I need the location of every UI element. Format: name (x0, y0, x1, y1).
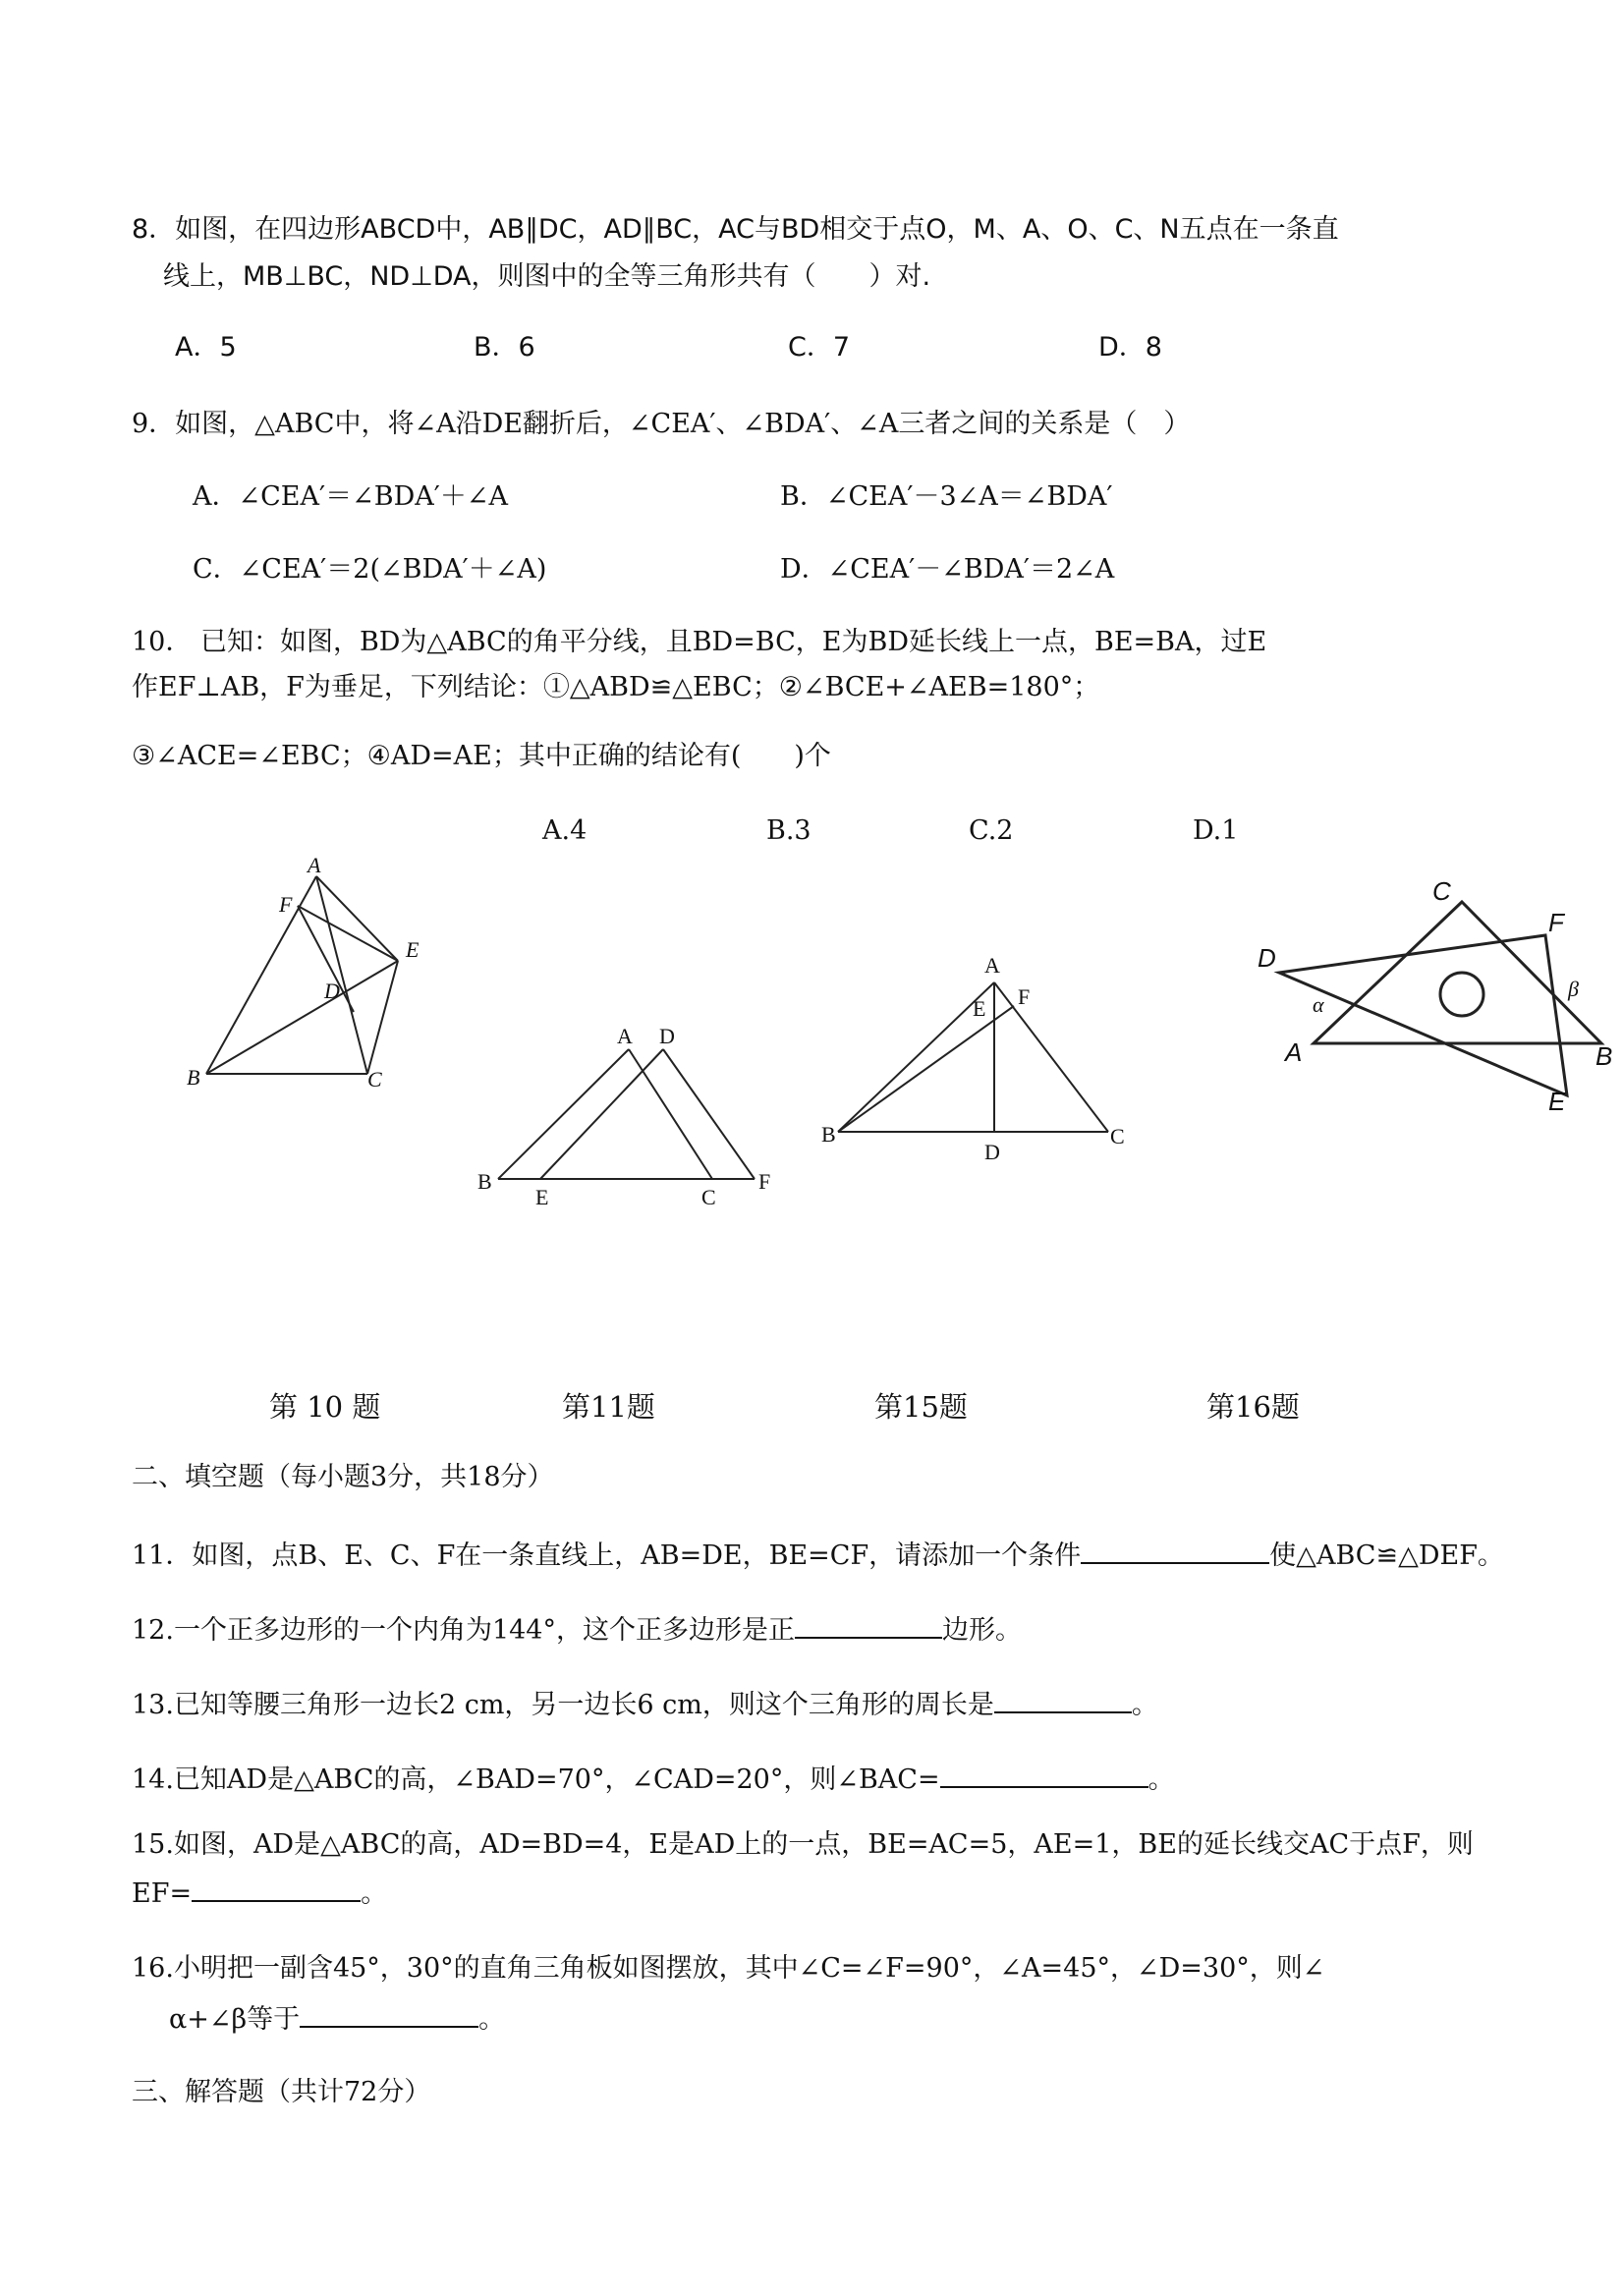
q16-line2 (169, 2000, 505, 2038)
q15-line2 (132, 1875, 387, 1912)
q13-answer-blank[interactable] (994, 1686, 1132, 1713)
caption-fig11: 第11题 (562, 1390, 655, 1424)
q12-line (132, 1611, 1022, 1649)
q10-line2: 作EF⊥AB，F为垂足，下列结论：①△ABD≌△EBC；②∠BCE+∠AEB=180°； (132, 672, 1100, 702)
q11-text: 11．如图，点B、E、C、F在一条直线上，AB=DE，BE=CF，请添加一个条件 (132, 1540, 1082, 1571)
q9-option-c: C．∠CEA′＝2(∠BDA′＋∠A) (193, 554, 547, 585)
fig10-label-b: B (187, 1065, 200, 1090)
q8-option-a: A．5 (175, 332, 237, 363)
fig15-label-a: A (984, 953, 1000, 978)
q14-text: 14.已知AD是△ABC的高，∠BAD=70°，∠CAD=20°，则∠BAC= (132, 1764, 940, 1795)
q8-option-d: D．8 (1098, 332, 1162, 363)
fig10-label-c: C (367, 1067, 382, 1092)
q11-line (132, 1537, 1504, 1574)
q8-line1: 8．如图，在四边形ABCD中，AB∥DC，AD∥BC，AC与BD相交于点O，M、A、O、C、N五点在一条直 (132, 214, 1339, 245)
q8-option-c: C．7 (788, 332, 851, 363)
q9-option-d: D．∠CEA′－∠BDA′＝2∠A (780, 554, 1115, 585)
fig11-label-c: C (701, 1185, 716, 1209)
q10-option-b: B.3 (766, 815, 812, 846)
q12-text: 12.一个正多边形的一个内角为144°，这个正多边形是正 (132, 1615, 795, 1646)
q8-option-b: B．6 (474, 332, 535, 363)
fig16-label-c: C (1432, 876, 1451, 906)
fig16-label-e: E (1548, 1087, 1566, 1116)
fig11-label-f: F (758, 1169, 771, 1194)
fig16-label-beta: β (1568, 977, 1579, 1001)
q15-after: 。 (361, 1878, 388, 1909)
fig15-label-e: E (973, 996, 986, 1021)
q14-after: 。 (1147, 1764, 1175, 1795)
fig15-label-b: B (821, 1122, 836, 1147)
q12-answer-blank[interactable] (795, 1611, 942, 1639)
q10-line3: ③∠ACE=∠EBC；④AD=AE；其中正确的结论有( )个 (132, 741, 831, 771)
fig10-label-a: A (308, 853, 321, 877)
q10-option-d: D.1 (1193, 815, 1239, 846)
fig16-label-b: B (1595, 1041, 1613, 1071)
fig16-label-a: A (1285, 1037, 1303, 1067)
fig16-label-d: D (1258, 943, 1276, 973)
q10-option-a: A.4 (542, 815, 588, 846)
fig10-label-e: E (406, 937, 420, 962)
q10-option-c: C.2 (969, 815, 1014, 846)
q16-line1: 16.小明把一副含45°，30°的直角三角板如图摆放，其中∠C=∠F=90°，∠A=45°，∠D=30°，则∠ (132, 1953, 1325, 1984)
section3-heading: 三、解答题（共计72分） (132, 2077, 431, 2107)
q10-line1: 10． 已知：如图，BD为△ABC的角平分线，且BD=BC，E为BD延长线上一点，BE=BA，过E (132, 627, 1267, 657)
fig11-label-a: A (617, 1024, 633, 1048)
q9-line1: 9．如图，△ABC中，将∠A沿DE翻折后，∠CEA′、∠BDA′、∠A三者之间的关系是（ ） (132, 409, 1191, 439)
fig11-label-d: D (659, 1024, 675, 1048)
fig10-label-d: D (324, 979, 340, 1003)
q9-option-b: B．∠CEA′－3∠A＝∠BDA′ (780, 481, 1113, 512)
q13-line (132, 1686, 1158, 1723)
q15-answer-blank[interactable] (192, 1875, 361, 1902)
fig15-label-d: D (984, 1140, 1000, 1164)
q15-line1: 15.如图，AD是△ABC的高，AD=BD=4，E是AD上的一点，BE=AC=5，AE=1，BE的延长线交AC于点F，则 (132, 1829, 1474, 1860)
q16-answer-blank[interactable] (300, 2000, 478, 2028)
q8-line2: 线上，MB⊥BC，ND⊥DA，则图中的全等三角形共有（ ）对. (163, 261, 931, 292)
q16-text: α+∠β等于 (169, 2004, 301, 2035)
q14-answer-blank[interactable] (940, 1761, 1148, 1788)
fig16-circle-hole (1440, 973, 1483, 1016)
caption-fig15: 第15题 (874, 1390, 968, 1424)
fig16-label-f: F (1548, 908, 1564, 937)
q15-text: EF= (132, 1878, 193, 1909)
caption-fig16: 第16题 (1206, 1390, 1300, 1424)
q13-after: 。 (1131, 1690, 1158, 1720)
q13-text: 13.已知等腰三角形一边长2 cm，另一边长6 cm，则这个三角形的周长是 (132, 1690, 994, 1720)
q9-option-a: A．∠CEA′＝∠BDA′＋∠A (193, 481, 508, 512)
q14-line (132, 1761, 1175, 1798)
fig16-label-alpha: α (1313, 992, 1324, 1017)
fig15-label-c: C (1110, 1124, 1125, 1148)
q11-answer-blank[interactable] (1081, 1537, 1269, 1564)
q11-after: 使△ABC≌△DEF。 (1269, 1540, 1504, 1571)
fig15-label-f: F (1018, 984, 1031, 1009)
fig11-label-b: B (477, 1169, 492, 1194)
fig10-label-f: F (279, 892, 293, 917)
caption-fig10: 第 10 题 (269, 1390, 381, 1424)
section2-heading: 二、填空题（每小题3分，共18分） (132, 1462, 554, 1492)
q16-after: 。 (478, 2004, 506, 2035)
q12-after: 边形。 (941, 1615, 1022, 1646)
fig11-label-e: E (535, 1185, 549, 1209)
